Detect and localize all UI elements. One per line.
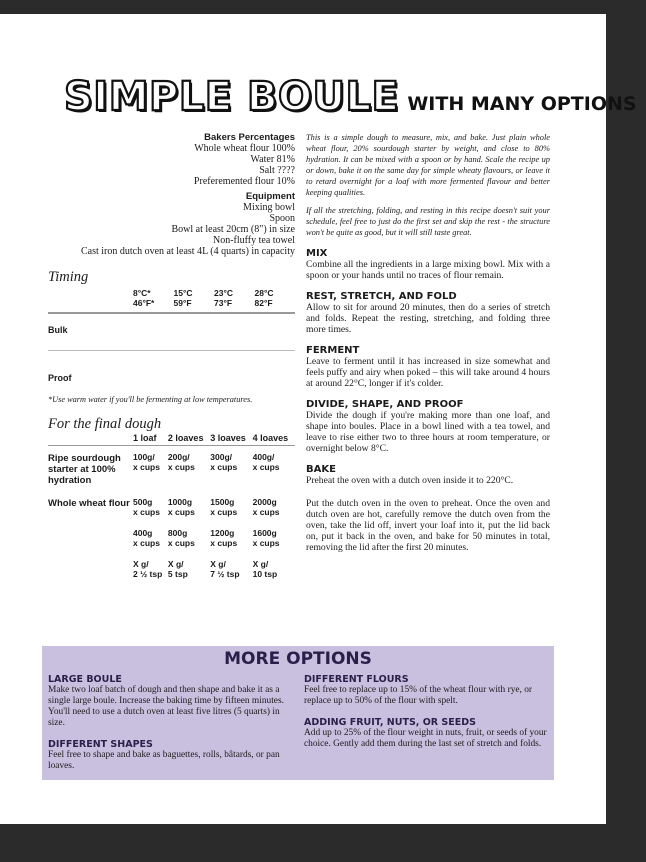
option-body: Feel free to replace up to 15% of the wheat flour with rye, or replace up to 50% of the flour with spelt.: [304, 685, 533, 706]
equipment-item: Bowl at least 20cm (8") in size: [171, 224, 295, 235]
row-label: Ripe sourdough starter at 100% hydration: [48, 453, 121, 486]
bakers-heading: Bakers Percentages: [204, 132, 295, 143]
bulk-label: Bulk: [48, 325, 68, 335]
option-title: LARGE BOULE: [48, 674, 122, 685]
temp-column: 15°C 59°F: [173, 288, 193, 308]
bakers-item: Whole wheat flour 100%: [194, 143, 295, 154]
step-title: MIX: [306, 248, 328, 259]
table-cell: 800g x cups: [167, 528, 195, 548]
table-cell: 100g/ x cups: [133, 452, 160, 472]
option-body: Add up to 25% of the flour weight in nuts, fruit, or seeds of your choice. Gently add them during the last set of stretch and folds.: [304, 728, 547, 749]
step-body: Leave to ferment until it has increased in size somewhat and feels puffy and airy when poked – this will take around 4 hours at around 22°C, longer if it's colder.: [306, 356, 550, 389]
dough-header: 3 loaves: [210, 433, 252, 446]
option-title: DIFFERENT FLOURS: [304, 674, 409, 685]
page-title: [64, 74, 637, 120]
step-title: FERMENT: [306, 345, 360, 356]
options-right-column: [304, 674, 550, 750]
timing-temperatures: [48, 289, 295, 308]
table-cell: 1200g x cups: [210, 528, 238, 548]
title-sub: WITH MANY OPTIONS: [407, 93, 637, 115]
option-body: Feel free to shape and bake as baguettes, rolls, bâtards, or pan loaves.: [48, 750, 280, 771]
table-cell: 1600g x cups: [252, 528, 280, 548]
dough-header: 2 loaves: [168, 433, 210, 446]
step-title: REST, STRETCH, AND FOLD: [306, 291, 457, 302]
table-row: [48, 446, 295, 487]
table-cell: 400g x cups: [133, 528, 160, 548]
options-title: MORE OPTIONS: [224, 649, 372, 669]
table-cell: 2000g x cups: [252, 497, 280, 517]
more-options-box: [42, 646, 554, 780]
temp-column: 28°C 82°F: [254, 288, 274, 308]
table-row: [48, 517, 295, 548]
row-label: [48, 517, 133, 548]
dough-header: 1 loaf: [133, 433, 168, 446]
temp-column: 8°C* 46°F*: [133, 288, 155, 308]
option-title: DIFFERENT SHAPES: [48, 739, 153, 750]
bake-details: Put the dutch oven in the oven to preheat. Once the oven and dutch oven are hot, carefully remove the dutch oven from the oven, take the lid off, invert your loaf into it, put the lid back on, put it back in the oven, and bake for 50 minutes in total, removing the lid after the first 20 minutes.: [306, 498, 550, 553]
option-body: Make two loaf batch of dough and then shape and bake it as a single large boule. Increase the baking time by fifteen minutes. You'll need to use a dutch oven at least five litres (5 quarts) in size.: [48, 685, 284, 728]
right-column: [306, 132, 550, 553]
table-row: [48, 548, 295, 579]
proof-label: Proof: [48, 373, 72, 383]
step-title: DIVIDE, SHAPE, AND PROOF: [306, 399, 464, 410]
options-left-column: [48, 674, 293, 772]
recipe-page: [0, 14, 637, 824]
dough-title: For the final dough: [48, 416, 162, 432]
intro-paragraph: If all the stretching, folding, and resting in this recipe doesn't suit your schedule, feel free to just do the first set and skip the rest - the structure won't be quite as good, but it will still taste great.: [306, 206, 550, 237]
row-label: Whole wheat flour: [48, 498, 130, 509]
table-cell: X g/ 2 ½ tsp: [133, 559, 163, 579]
table-cell: 300g/ x cups: [210, 452, 238, 472]
bakers-percentages: [48, 132, 295, 257]
timing-divider: [48, 350, 295, 351]
equipment-heading: Equipment: [245, 191, 295, 202]
dough-header-row: [48, 433, 295, 446]
timing-title: Timing: [48, 269, 89, 285]
row-label: [48, 548, 133, 579]
intro-paragraph: This is a simple dough to measure, mix, and bake. Just plain whole wheat flour, 20% sourdough starter by weight, and close to 80% hydration. It can be mixed with a spoon or by hand. Scale the recipe up or down, bake it on the same day for simple wheaty flavours, or leave it to retard overnight for a loaf with more fermented flavour and better keeping qualities.: [306, 133, 550, 197]
equipment-item: Cast iron dutch oven at least 4L (4 quarts) in capacity: [80, 246, 295, 257]
step-body: Divide the dough if you're making more than one loaf, and shape into boules. Place in a bowl lined with a tea towel, and leave to rise either two to three hours at room temperature, or overnight below 8°C.: [306, 410, 550, 454]
table-cell: 500g x cups: [133, 497, 160, 517]
table-cell: X g/ 7 ½ tsp: [210, 559, 240, 579]
timing-note: *Use warm water if you'll be fermenting at low temperatures.: [48, 395, 253, 404]
temp-column: 23°C 73°F: [214, 288, 233, 308]
title-main: SIMPLE BOULE: [64, 74, 400, 120]
option-title: ADDING FRUIT, NUTS, OR SEEDS: [304, 717, 476, 728]
bakers-item: Water 81%: [250, 154, 295, 165]
step-body: Preheat the oven with a dutch oven inside it to 220°C.: [306, 475, 514, 486]
table-cell: 1000g x cups: [167, 497, 195, 517]
step-body: Allow to sit for around 20 minutes, then do a series of stretch and folds. Repeat the resting, stretching, and folding three more times.: [306, 302, 550, 335]
bulk-row: [48, 314, 295, 350]
table-cell: 400g/ x cups: [252, 452, 280, 472]
table-cell: X g/ 5 tsp: [167, 559, 188, 579]
table-row: [48, 486, 295, 517]
table-cell: 200g/ x cups: [167, 452, 195, 472]
equipment-item: Spoon: [269, 213, 295, 224]
table-cell: 1500g x cups: [210, 497, 238, 517]
equipment-item: Non-fluffy tea towel: [212, 235, 295, 246]
left-column: [48, 132, 295, 579]
dough-header: 4 loaves: [253, 433, 295, 446]
bakers-item: Preferemented flour 10%: [193, 176, 295, 187]
step-title: BAKE: [306, 464, 336, 475]
bakers-item: Salt ????: [259, 165, 295, 176]
step-body: Combine all the ingredients in a large mixing bowl. Mix with a spoon or your hands until no traces of flour remain.: [306, 259, 550, 281]
dough-table: [48, 433, 295, 579]
table-cell: X g/ 10 tsp: [252, 559, 278, 579]
equipment-item: Mixing bowl: [243, 202, 295, 213]
